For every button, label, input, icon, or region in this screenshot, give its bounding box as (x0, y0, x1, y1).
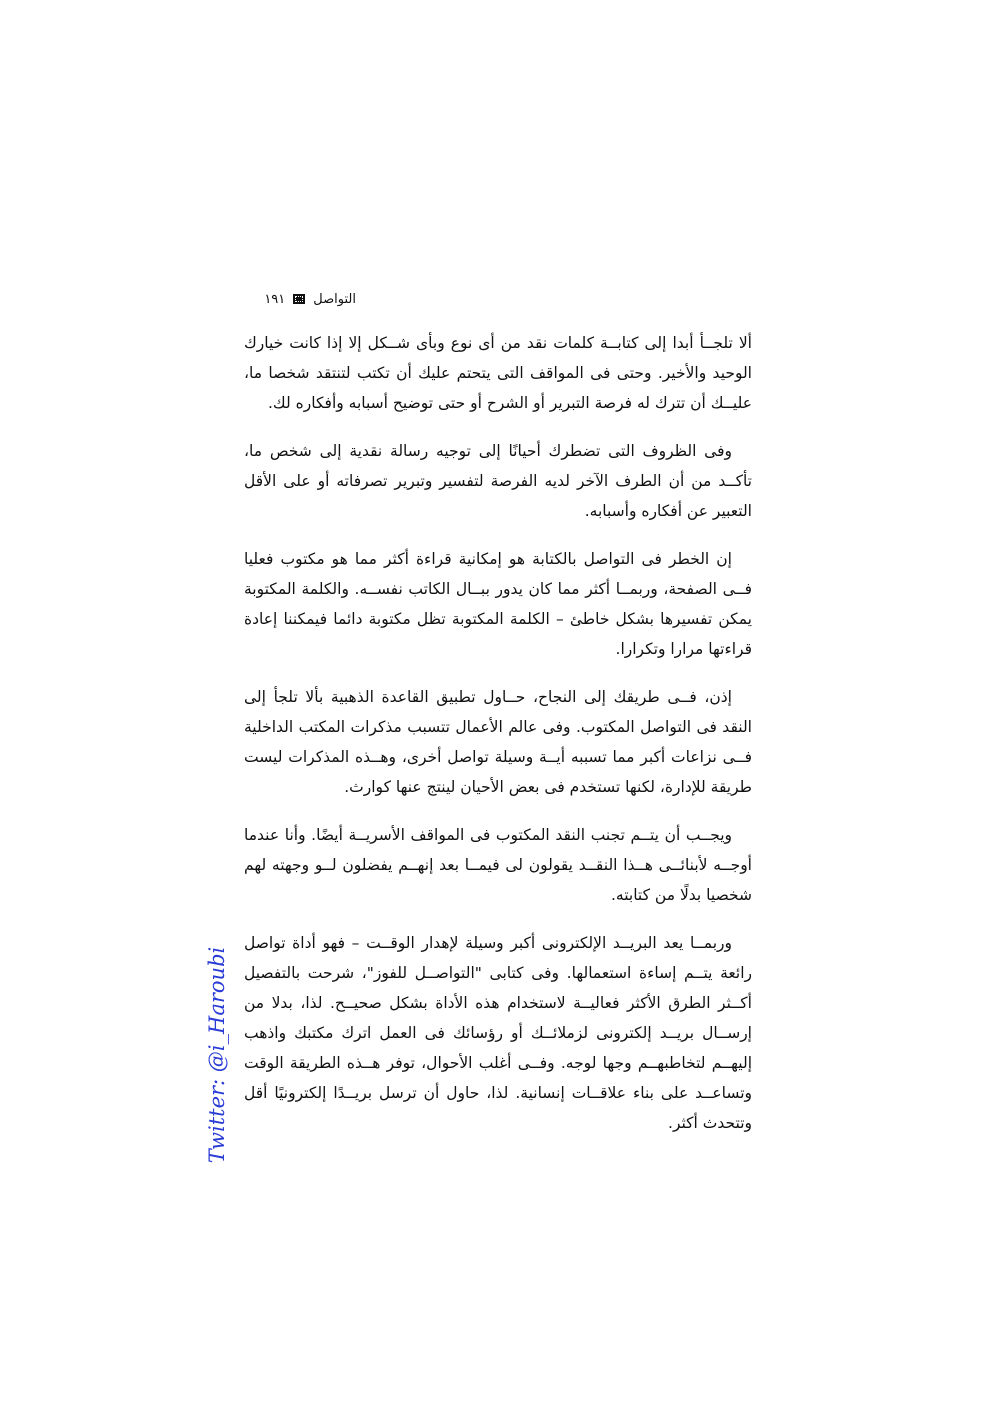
chapter-title: التواصل (313, 291, 356, 307)
ornament-icon (293, 294, 305, 304)
paragraph-1: ألا تلجــأ أبدا إلى كتابــة كلمات نقد من أى نوع وبأى شــكل إلا إذا كانت خيارك الوحيد والأخير. وحتى فى المواقف التى يتحتم عليك أن تكتب لتنتقد شخصا ما، عليــك أن تترك له فرصة التبرير أو الشرح أو حتى توضيح أسبابه وأفكاره لك. (244, 334, 752, 412)
page-number: ١٩١ (264, 291, 286, 307)
paragraph-2: وفى الظروف التى تضطرك أحيانًا إلى توجيه رسالة نقدية إلى شخص ما، تأكــد من أن الطرف الآخر لديه الفرصة لتفسير وتبرير تصرفاته أو على الأقل التعبير عن أفكاره وأسبابه. (244, 442, 752, 520)
running-header (246, 289, 356, 309)
paragraph-6: وربمــا يعد البريــد الإلكترونى أكبر وسيلة لإهدار الوقــت – فهو أداة تواصل رائعة يتــم إساءة استعمالها. وفى كتابى "التواصــل للفوز"، شرحت بالتفصيل أكــثر الطرق الأكثر فعاليــة لاستخدام هذه الأداة بشكل صحيــح. لذا، بدلا من إرســال بريــد إلكترونى لزملائــك أو رؤسائك فى العمل اترك مكتبك واذهب إليهــم لتخاطبهــم وجها لوجه. وفــى أغلب الأحوال، توفر هــذه الطريقة الوقت وتساعــد على بناء علاقــات إنسانية. لذا، حاول أن ترسل بريــدًا إلكترونيًا أقل وتتحدث أكثر. (244, 934, 752, 1132)
paragraph-5: ويجــب أن يتــم تجنب النقد المكتوب فى المواقف الأسريــة أيضًا. وأنا عندما أوجــه لأبنائــى هــذا النقــد يقولون لى فيمــا بعد إنهــم يفضلون لــو وجهته لهم شخصيا بدلًا من كتابته. (244, 826, 752, 904)
page-body (244, 328, 752, 1156)
paragraph-3: إن الخطر فى التواصل بالكتابة هو إمكانية قراءة أكثر مما هو مكتوب فعليا فــى الصفحة، وربمــا أكثر مما كان يدور ببــال الكاتب نفســه. والكلمة المكتوبة يمكن تفسيرها بشكل خاطئ – الكلمة المكتوبة تظل مكتوبة دائما فيمكننا إعادة قراءتها مرارا وتكرارا. (244, 550, 752, 658)
paragraph-4: إذن، فــى طريقك إلى النجاح، حــاول تطبيق القاعدة الذهبية بألا تلجأ إلى النقد فى التواصل المكتوب. وفى عالم الأعمال تتسبب مذكرات المكتب الداخلية فــى نزاعات أكبر مما تسببه أيــة وسيلة تواصل أخرى، وهــذه المذكرات ليست طريقة للإدارة، لكنها تستخدم فى بعض الأحيان لينتج عنها كوارث. (244, 688, 752, 796)
watermark (200, 946, 234, 1164)
watermark-text: Twitter: @i_Haroubi (205, 946, 229, 1164)
